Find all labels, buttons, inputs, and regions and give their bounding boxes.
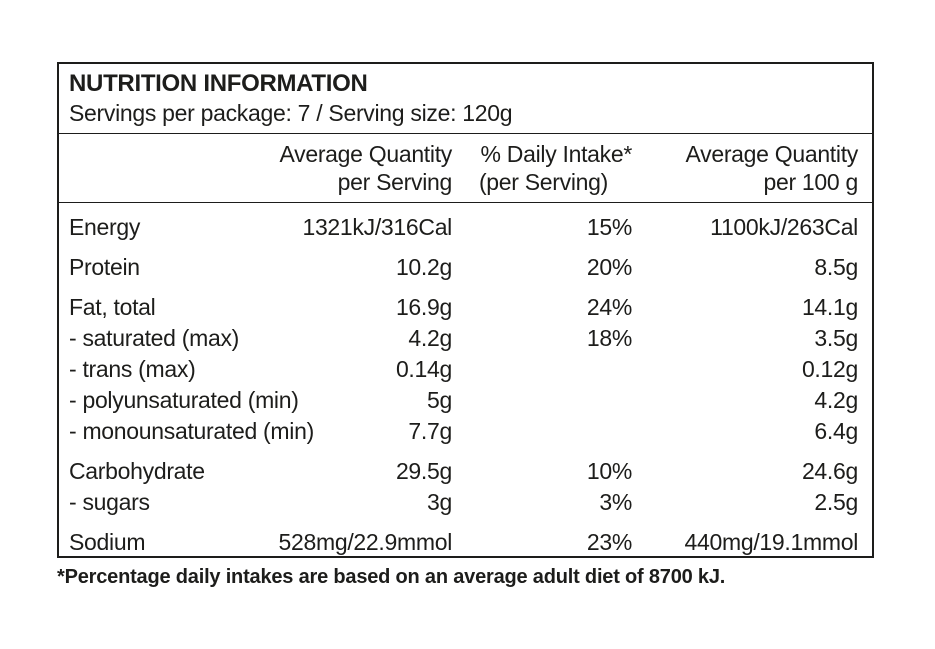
daily-intake-value: 15% [586,214,632,240]
per-serving-value: 528mg/22.9mmol [278,529,452,555]
per-100g-value: 3.5g [814,325,858,351]
per-100g-value: 6.4g [814,418,858,444]
per-100g-value: 14.1g [801,294,858,320]
table-row-monounsaturated [59,416,872,447]
column-header-per-serving-line2: per Serving [337,169,452,195]
table-row-trans [59,354,872,385]
per-serving-value: 29.5g [395,458,452,484]
column-header-per-100g-line1: Average Quantity [685,141,858,167]
per-100g-value: 0.12g [801,356,858,382]
daily-intake-value [452,416,632,447]
column-header-daily-intake-line1: % Daily Intake* [480,141,632,167]
per-serving-value: 3g [427,489,452,515]
column-header-per-100g [632,140,858,196]
daily-intake-value [452,385,632,416]
per-100g-value: 4.2g [814,387,858,413]
table-row-energy [59,212,872,243]
table-row-polyunsaturated [59,385,872,416]
nutrient-label: Fat, total [69,294,156,320]
nutrient-label: Energy [69,214,141,240]
column-header-per-serving [242,140,452,196]
nutrient-label: - monounsaturated (min) [69,418,314,444]
nutrient-label: Protein [69,254,140,280]
servings-info: Servings per package: 7 / Serving size: 120g [69,100,513,126]
table-row-saturated [59,323,872,354]
per-serving-value: 4.2g [408,325,452,351]
nutrient-label: - saturated (max) [69,325,240,351]
per-100g-value: 2.5g [814,489,858,515]
per-serving-value: 1321kJ/316Cal [302,214,452,240]
table-row-fat-total [59,292,872,323]
table-row-sugars [59,487,872,518]
nutrition-panel [57,62,874,558]
panel-title: NUTRITION INFORMATION [69,70,368,97]
per-serving-value: 16.9g [395,294,452,320]
panel-header [59,64,872,134]
per-100g-value: 24.6g [801,458,858,484]
daily-intake-value: 23% [586,529,632,555]
nutrient-label: - trans (max) [69,356,196,382]
daily-intake-value: 24% [586,294,632,320]
daily-intake-value: 10% [586,458,632,484]
per-serving-value: 7.7g [408,418,452,444]
column-header-daily-intake-line2: (per Serving) [478,169,608,195]
table-body [59,203,872,558]
daily-intake-value: 20% [586,254,632,280]
per-100g-value: 1100kJ/263Cal [710,214,858,240]
column-header-daily-intake [452,140,632,196]
table-row-protein [59,252,872,283]
column-headers-row [59,134,872,203]
column-header-per-100g-line2: per 100 g [763,169,858,195]
per-100g-value: 440mg/19.1mmol [684,529,858,555]
daily-intake-value: 3% [599,489,632,515]
nutrient-label: Carbohydrate [69,458,205,484]
daily-intake-value: 18% [586,325,632,351]
table-row-carbohydrate [59,456,872,487]
daily-intake-footnote: *Percentage daily intakes are based on an average adult diet of 8700 kJ. [57,566,726,588]
nutrient-label: - sugars [69,489,150,515]
nutrient-label: Sodium [69,529,146,555]
daily-intake-value [452,354,632,385]
column-header-per-serving-line1: Average Quantity [279,141,452,167]
per-serving-value: 10.2g [395,254,452,280]
column-header-spacer [69,140,242,196]
nutrient-label: - polyunsaturated (min) [69,387,299,413]
per-serving-value: 5g [427,387,452,413]
table-row-sodium [59,527,872,558]
per-100g-value: 8.5g [814,254,858,280]
per-serving-value: 0.14g [395,356,452,382]
